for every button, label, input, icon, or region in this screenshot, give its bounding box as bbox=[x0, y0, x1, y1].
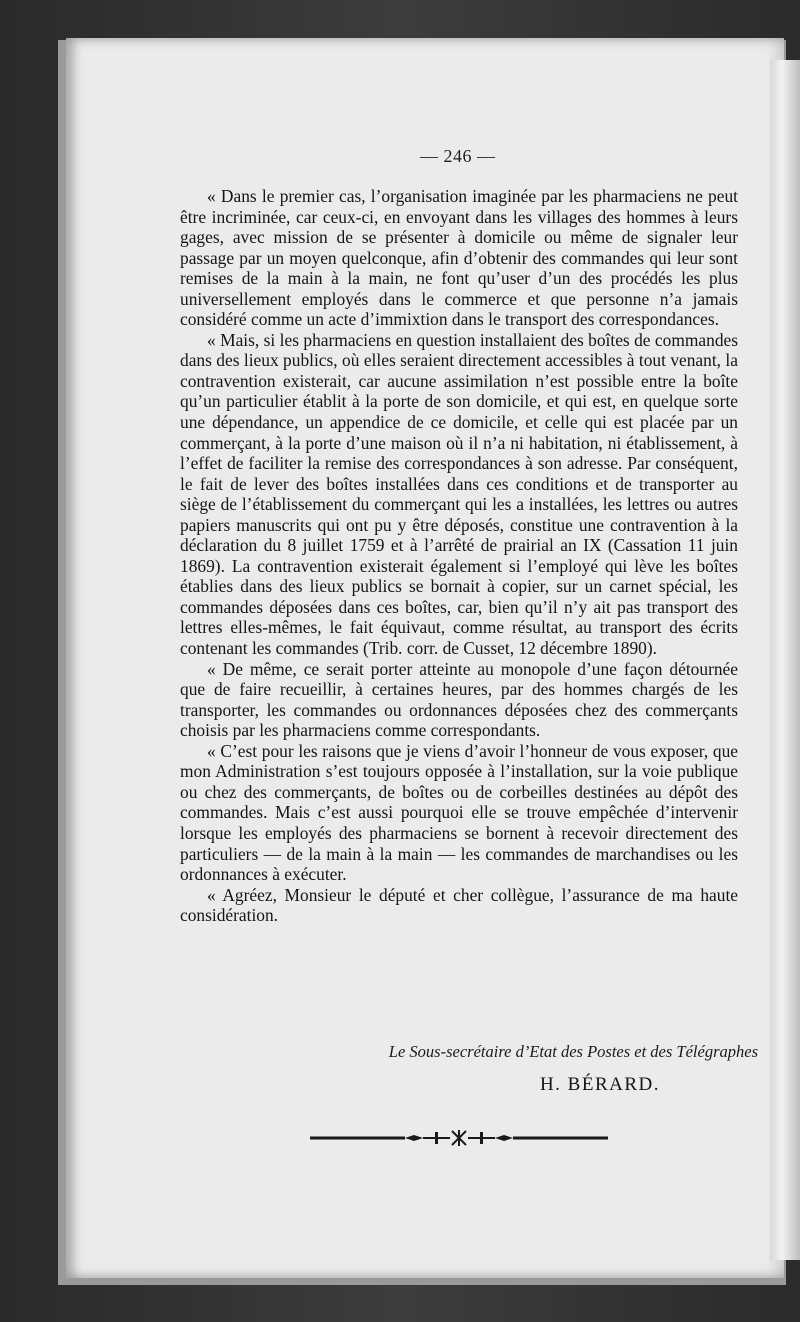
paragraph: « Dans le premier cas, l’organisation imaginée par les pharmaciens ne peut être incriminée, car ceux-ci, en envoyant dans les villages des hommes à leurs gages, avec mission de se présenter à domicile ou même de signaler leur passage par un moyen quelconque, afin d’obtenir des commandes qui leur sont remises de la main à la main, ne font qu’user d’un des procédés les plus universellement employés dans le commerce et que personne n’a jamais considéré comme un acte d’immixtion dans le transport des correspondances. bbox=[180, 186, 738, 330]
ornament-divider bbox=[310, 1128, 610, 1148]
page-number: — 246 — bbox=[420, 146, 496, 166]
paragraph: « Agréez, Monsieur le député et cher collègue, l’assurance de ma haute considération. bbox=[180, 884, 738, 926]
paragraph: « C’est pour les raisons que je viens d’avoir l’honneur de vous exposer, que mon Administration s’est toujours opposée à l’installation, sur la voie publique ou chez des commerçants, de boîtes ou de corbeilles destinées au dépôt des commandes. Mais c’est aussi pourquoi elle se trouve empêchée d’intervenir lorsque les employés des pharmaciens se bornent à recevoir directement des particuliers — de la main à la main — les commandes de marchandises ou les ordonnances à exécuter. bbox=[180, 740, 738, 885]
signature-name: H. BÉRARD. bbox=[539, 1074, 660, 1095]
signature-title: Le Sous-secrétaire d’Etat des Postes et des Télégraphes bbox=[388, 1042, 758, 1061]
paragraph: « Mais, si les pharmaciens en question installaient des boîtes de commandes dans des lieux publics, où elles seraient directement accessibles à tout venant, la contravention existerait, car aucune assimilation n’est possible entre la boîte qu’un particulier établit à la porte de son domicile, et qui est, en quelque sorte une dépendance, un appendice de ce domicile, et celle qui est placée par un commerçant, à la porte d’une maison où il n’a ni habitation, ni établissement, à l’effet de faciliter la remise des correspondances à son adresse. Par conséquent, le fait de lever des boîtes installées dans ces conditions et de transporter au siège de l’établissement du commerçant qui les a installées, les lettres ou autres papiers manuscrits qui ont pu y être déposés, constitue une contravention à la déclaration du 8 juillet 1759 et à l’arrêté de prairial an IX (Cassation 11 juin 1869). La contravention existerait également si l’employé qui lève les boîtes établies dans des lieux publics se bornait à copier, sur un carnet spécial, les commandes déposées dans ces boîtes, car, bien qu’il n’y ait pas transport des lettres elles-mêmes, le fait équivaut, comme résultat, au transport des écrits contenant les commandes (Trib. corr. de Cusset, 12 décembre 1890). bbox=[180, 329, 738, 659]
page-curl bbox=[770, 60, 800, 1260]
letter-body bbox=[180, 186, 738, 926]
paragraph: « De même, ce serait porter atteinte au monopole d’une façon détournée que de faire recueillir, à certaines heures, par des hommes chargés de les transporter, les commandes ou ordonnances déposées chez des commerçants choisis par les pharmaciens comme correspondants. bbox=[180, 658, 738, 741]
